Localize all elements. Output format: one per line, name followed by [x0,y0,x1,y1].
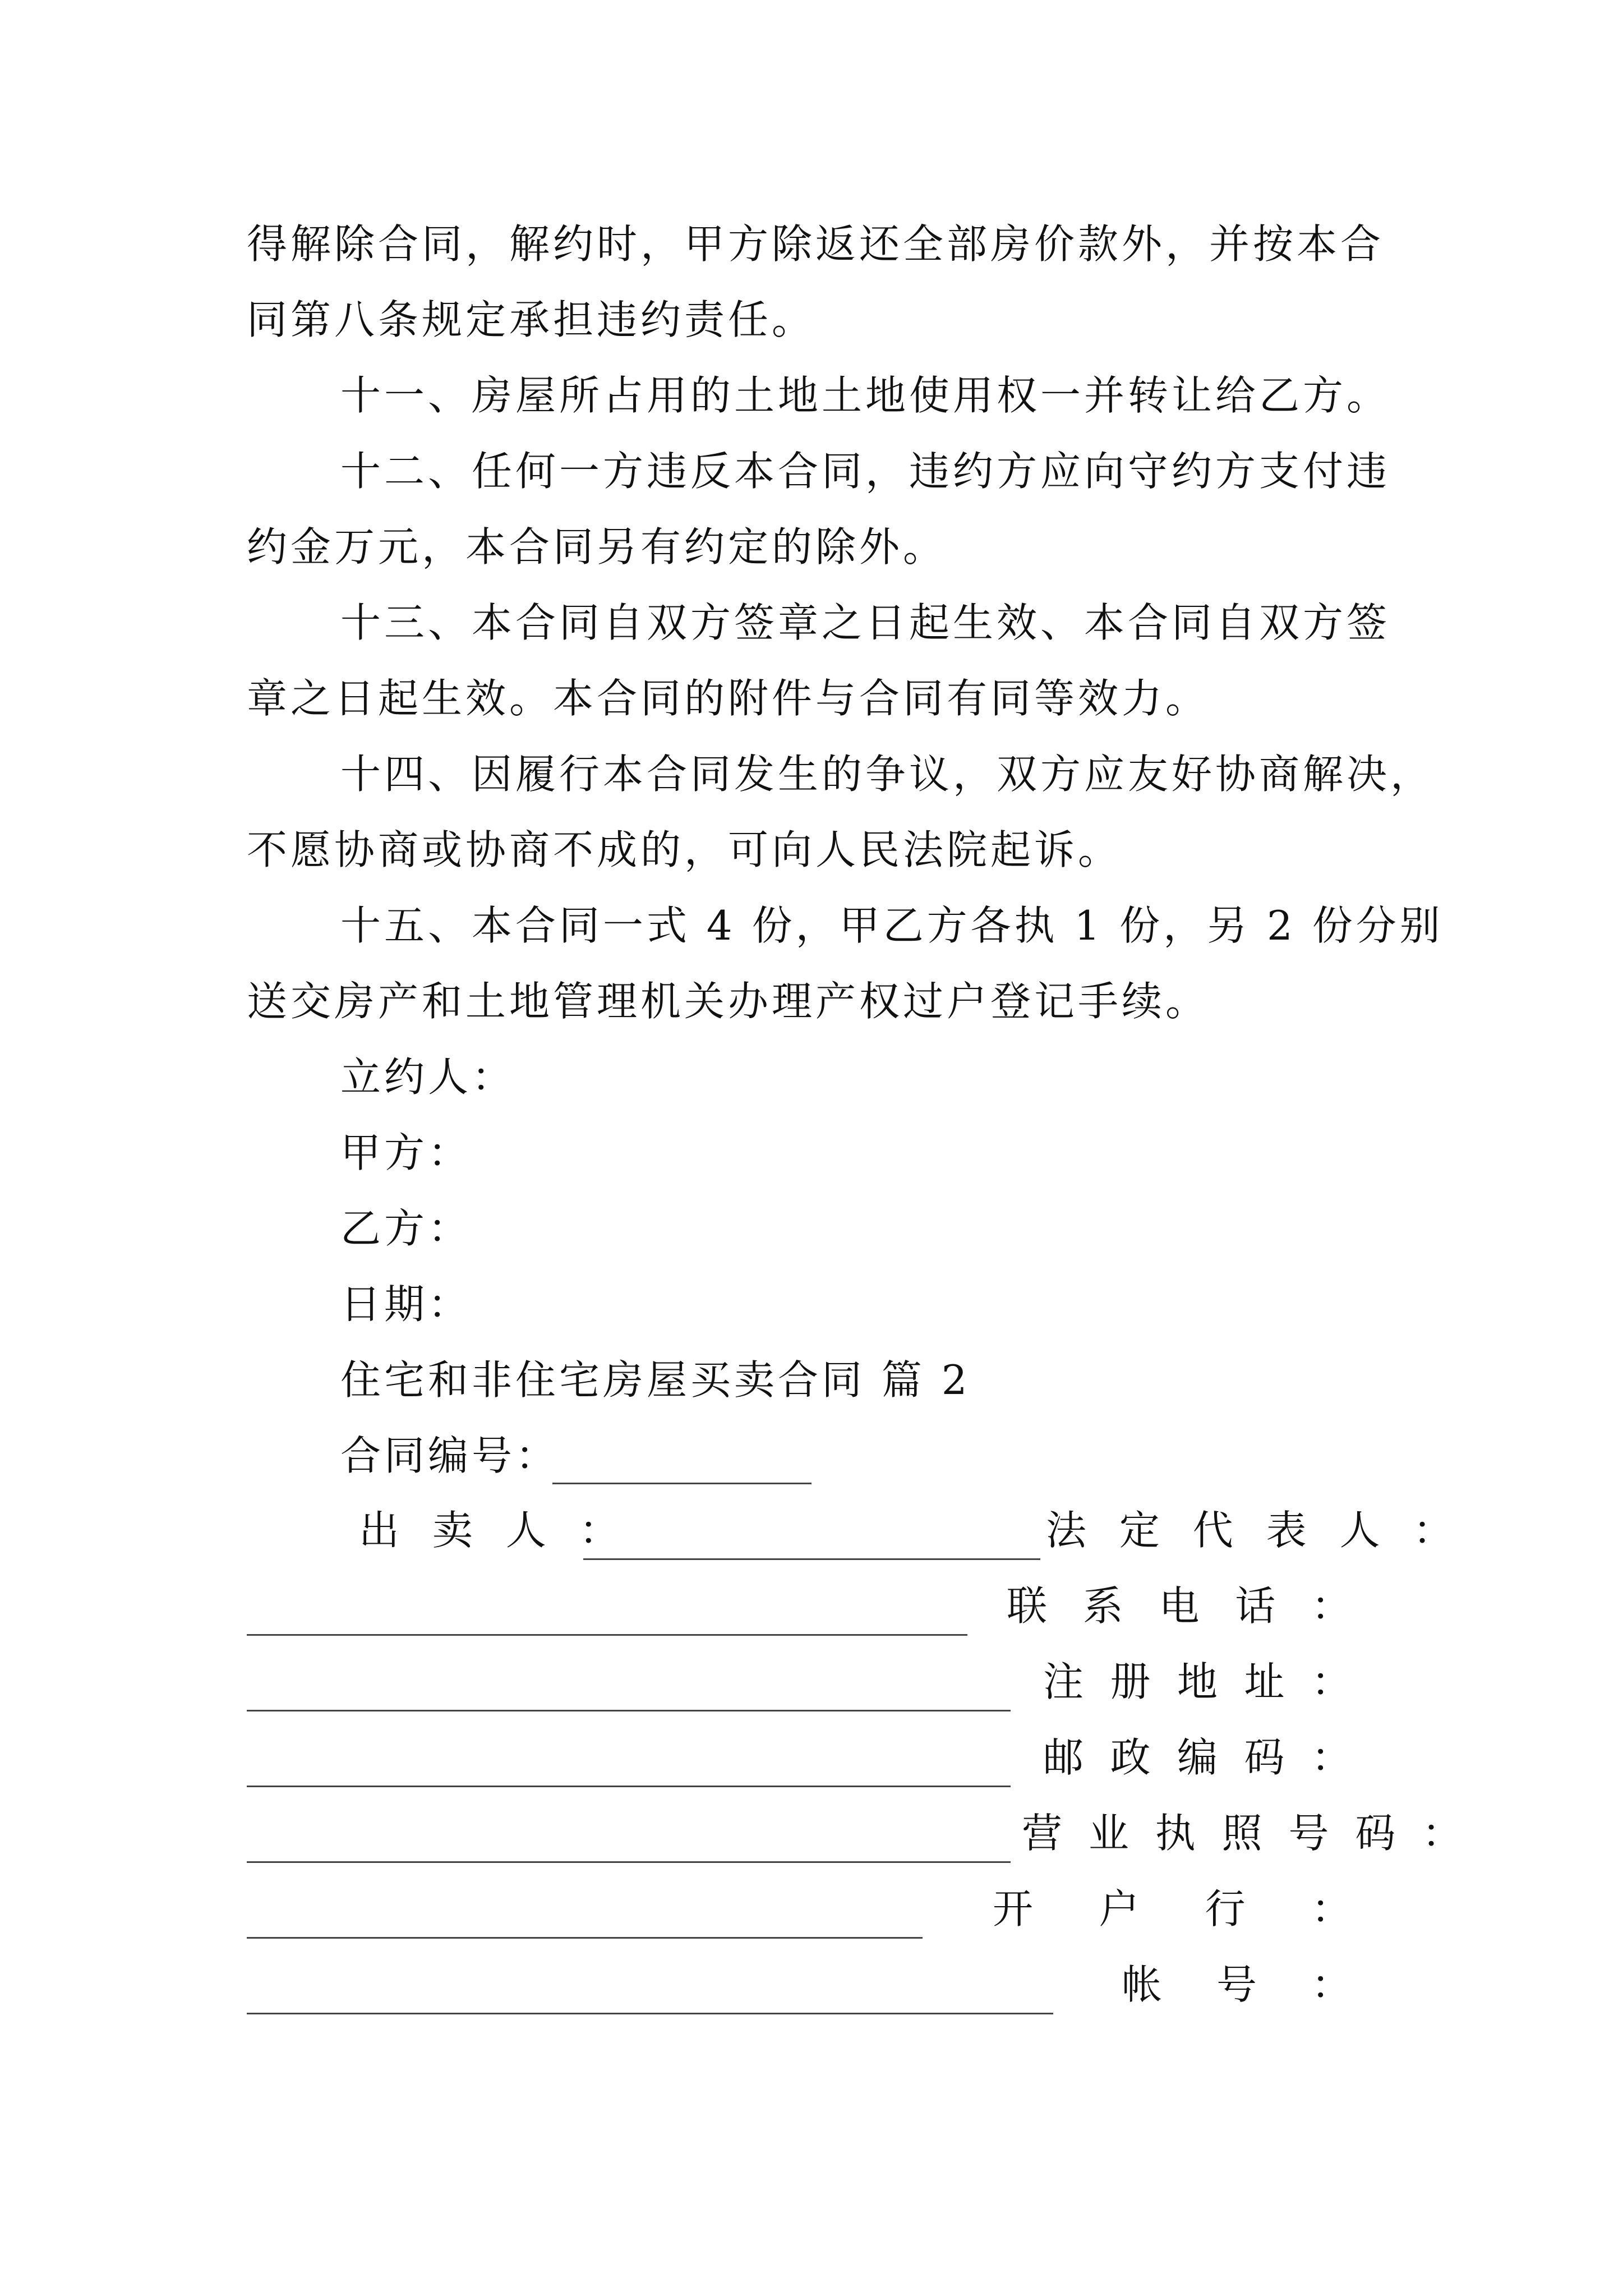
paragraph-line: 得解除合同，解约时，甲方除返还全部房价款外，并按本合 [247,220,1385,268]
clause-12: 十二、任何一方违反本合同，违约方应向守约方支付违 [340,448,1391,495]
license-label: 营 业 执 照 号 码 ： [1022,1810,1469,1857]
paragraph-line: 约金万元，本合同另有约定的除外。 [247,523,947,570]
clause-14: 十四、因履行本合同发生的争议，双方应友好协商解决， [340,751,1435,798]
paragraph-line: 同第八条规定承担违约责任。 [247,296,816,343]
parties-label: 立约人： [340,1053,516,1101]
account-label: 帐 号 ： [1122,1961,1352,2008]
legal-rep-label: 法 定 代 表 人 ： [1046,1507,1464,1554]
phone-blank [247,1710,1011,1711]
section-title: 住宅和非住宅房屋买卖合同 篇 2 [340,1356,971,1404]
phone-label: 联 系 电 话 ： [1007,1582,1352,1630]
party-a-label: 甲方： [340,1129,472,1176]
legal-rep-blank [247,1634,967,1636]
bank-blank [247,2013,1053,2014]
paragraph-line: 送交房产和土地管理机关办理产权过户登记手续。 [247,978,1210,1025]
postcode-blank [247,1861,1011,1863]
contract-number-blank [552,1483,811,1484]
clause-13: 十三、本合同自双方签章之日起生效、本合同自双方签 [340,599,1391,646]
paragraph-line: 章之日起生效。本合同的附件与合同有同等效力。 [247,675,1210,722]
address-label: 注 册 地 址 ： [1043,1658,1352,1705]
address-blank [247,1786,1011,1787]
bank-label: 开 户 行 ： [993,1885,1352,1932]
date-label: 日期： [340,1281,472,1328]
clause-11: 十一、房屋所占用的土地土地使用权一并转让给乙方。 [340,372,1391,419]
contract-number-label: 合同编号： [340,1432,560,1479]
seller-label: 出 卖 人 ： [359,1507,630,1554]
seller-blank [583,1558,1040,1560]
clause-15: 十五、本合同一式 4 份，甲乙方各执 1 份，另 2 份分别 [340,902,1444,949]
license-blank [247,1937,923,1939]
paragraph-line: 不愿协商或协商不成的，可向人民法院起诉。 [247,826,1122,873]
party-b-label: 乙方： [340,1205,472,1252]
postcode-label: 邮 政 编 码 ： [1043,1734,1352,1781]
